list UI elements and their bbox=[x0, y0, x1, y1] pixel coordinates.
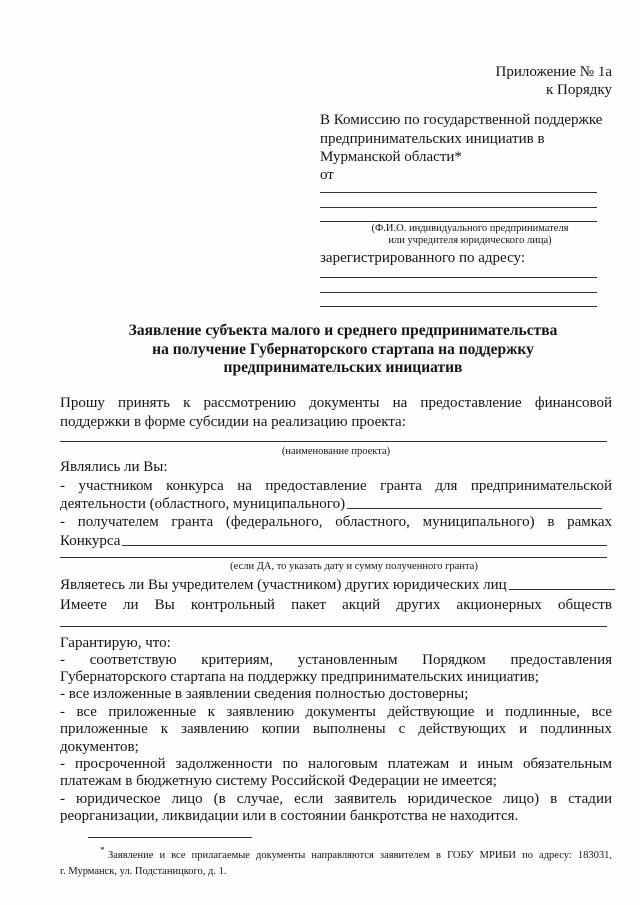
grant-recipient-field bbox=[60, 532, 607, 550]
footnote-text: Заявление и все прилагаемые документы направляются заявителем в ГОБУ МРИБИ по адресу: 183031, bbox=[108, 850, 612, 861]
guarantee-line: - все приложенные к заявлению документы действующие и подлинные, все bbox=[60, 704, 612, 720]
footnote-text: г. Мурманск, ул. Подстаницкого, д. 1. bbox=[60, 866, 227, 877]
guarantee-line: - соответствую критериям, установленным Порядком предоставления bbox=[60, 652, 612, 668]
project-name-blank bbox=[60, 441, 607, 442]
shares-answer-blank bbox=[60, 626, 607, 627]
addressee-line: Мурманской области* bbox=[320, 149, 462, 165]
contest-participant-blank bbox=[347, 508, 602, 509]
from-label: от bbox=[320, 167, 334, 183]
contest-participant-field bbox=[60, 495, 602, 513]
guarantee-line: - юридическое лицо (в случае, если заявитель юридическое лицо) в стадии bbox=[60, 791, 612, 807]
grant-details-caption: (если ДА, то указать дату и сумму полученного гранта) bbox=[230, 561, 478, 572]
grant-details-blank bbox=[60, 557, 607, 558]
address-blank bbox=[320, 306, 597, 307]
footnote-separator bbox=[88, 837, 252, 838]
document-title: предпринимательских инициатив bbox=[223, 359, 463, 376]
request-text: поддержки в форме субсидии на реализацию проекта: bbox=[60, 414, 406, 430]
address-label: зарегистрированного по адресу: bbox=[320, 250, 525, 266]
contest-participant-text: - участником конкурса на предоставление гранта для предпринимательской bbox=[60, 478, 612, 494]
footnote-marker: * bbox=[100, 845, 105, 855]
founder-answer-blank bbox=[509, 589, 615, 590]
applicant-name-blank bbox=[320, 221, 597, 222]
guarantee-line: приложенные к заявлению копии выполнены с действующих и подлинных bbox=[60, 721, 612, 737]
document-title: на получение Губернаторского стартапа на поддержку bbox=[152, 341, 534, 358]
founder-question-field bbox=[60, 576, 615, 594]
applicant-name-blank bbox=[320, 207, 597, 208]
project-name-caption: (наименование проекта) bbox=[281, 446, 391, 457]
applicant-name-blank bbox=[320, 192, 597, 193]
guarantee-line: Губернаторского стартапа на поддержку предпринимательских инициатив; bbox=[60, 669, 539, 685]
guarantee-line: - просроченной задолженности по налоговым платежам и иным обязательным bbox=[60, 756, 612, 772]
grant-recipient-blank bbox=[122, 545, 607, 546]
guarantee-line: документов; bbox=[60, 739, 139, 755]
guarantee-line: платежам в бюджетную систему Российской Федерации не имеется; bbox=[60, 773, 497, 789]
grant-recipient-label: Конкурса bbox=[60, 533, 121, 549]
guarantee-line: - все изложенные в заявлении сведения полностью достоверны; bbox=[60, 686, 469, 702]
addressee-line: В Комиссию по государственной поддержке bbox=[320, 112, 603, 128]
grant-recipient-text: - получателем гранта (федерального, областного, муниципального) в рамках bbox=[60, 514, 612, 530]
document-title: Заявление субъекта малого и среднего предпринимательства bbox=[128, 322, 558, 339]
founder-question: Являетесь ли Вы учредителем (участником) других юридических лиц bbox=[60, 577, 507, 593]
shares-question: Имеете ли Вы контрольный пакет акций других акционерных обществ bbox=[60, 597, 612, 613]
prior-grants-question: Являлись ли Вы: bbox=[60, 459, 168, 475]
contest-participant-label: деятельности (областного, муниципального) bbox=[60, 496, 346, 512]
applicant-caption: (Ф.И.О. индивидуального предпринимателя bbox=[371, 223, 569, 234]
applicant-caption: или учредителя юридического лица) bbox=[388, 235, 552, 246]
request-text: Прошу принять к рассмотрению документы на предоставление финансовой bbox=[60, 395, 612, 411]
address-blank bbox=[320, 292, 597, 293]
appendix-number: Приложение № 1а bbox=[495, 64, 612, 80]
guarantees-heading: Гарантирую, что: bbox=[60, 635, 171, 651]
address-blank bbox=[320, 277, 597, 278]
order-reference: к Порядку bbox=[546, 82, 612, 98]
addressee-line: предпринимательских инициатив в bbox=[320, 131, 545, 147]
guarantee-line: реорганизации, ликвидации или в состоянии банкротства не находится. bbox=[60, 808, 519, 824]
